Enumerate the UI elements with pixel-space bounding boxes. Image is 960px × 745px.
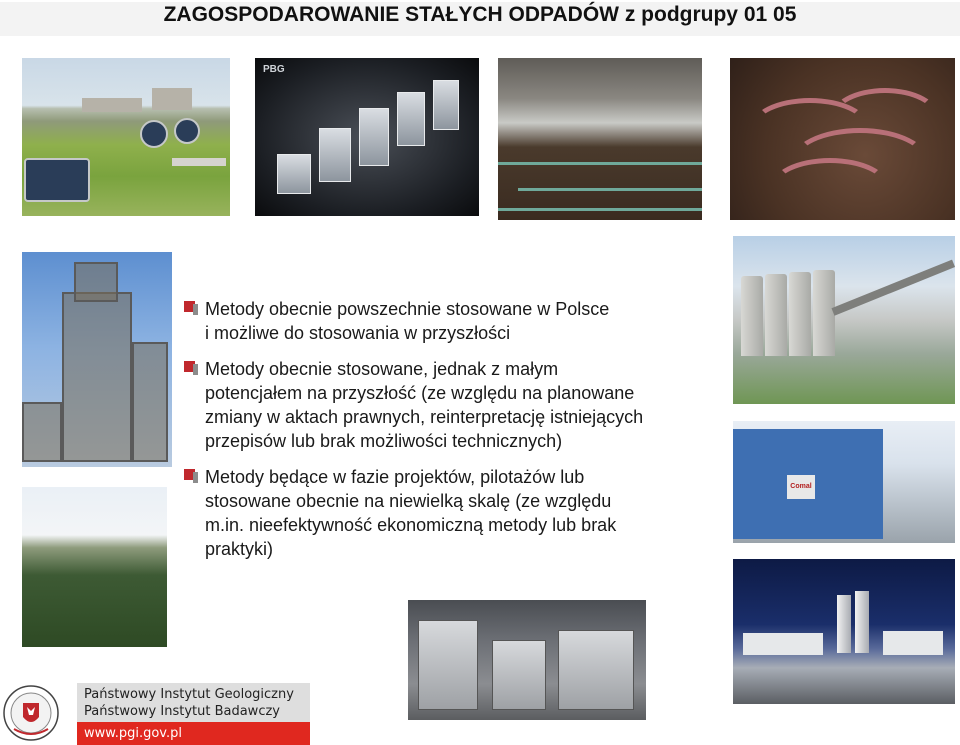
photo-landfill — [22, 487, 167, 647]
bullet-list — [184, 297, 724, 573]
photo-composting-hall — [498, 58, 702, 220]
square-bullet-icon — [184, 469, 195, 480]
photo-plant-3d-render — [255, 58, 479, 216]
slide-title: ZAGOSPODAROWANIE STAŁYCH ODPADÓW z podgrupy 01 05 — [0, 2, 960, 36]
photo-night-plant — [733, 559, 955, 704]
bullet-text: Metody obecnie stosowane, jednak z małym potencjałem na przyszłość (ze względu na planowane zmiany w aktach prawnych, reinterpretację istniejących przepisów lub brak możliwości technicznych) — [205, 359, 644, 451]
bullet-item — [184, 297, 724, 345]
footer-institute — [77, 683, 310, 722]
photo-comal-building — [733, 421, 955, 543]
pgi-emblem-icon — [2, 683, 60, 743]
square-bullet-icon — [184, 361, 195, 372]
footer-url-bar — [77, 722, 310, 745]
website-link[interactable]: www.pgi.gov.pl — [84, 726, 182, 741]
bullet-item — [184, 357, 724, 453]
institute-name: Państwowy Instytut Geologiczny — [84, 687, 294, 702]
photo-industrial-tower — [22, 252, 172, 467]
bullet-item — [184, 465, 724, 561]
photo-aerial-treatment-plant — [22, 58, 230, 216]
bullet-text: Metody obecnie powszechnie stosowane w Polsce i możliwe do stosowania w przyszłości — [205, 299, 610, 343]
comal-sign: Comal — [787, 475, 815, 499]
bullet-text: Metody będące w fazie projektów, pilotażów lub stosowane obecnie na niewielką skalę (ze względu m.in. nieefektywność ekonomiczną metody lub brak praktyki) — [205, 467, 617, 559]
institute-subtitle: Państwowy Instytut Badawczy — [84, 704, 280, 719]
photo-shredder-machinery — [408, 600, 646, 720]
photo-earthworms — [730, 58, 955, 220]
pbg-logo-text: PBG — [263, 64, 285, 75]
square-bullet-icon — [184, 301, 195, 312]
photo-cement-plant — [733, 236, 955, 404]
